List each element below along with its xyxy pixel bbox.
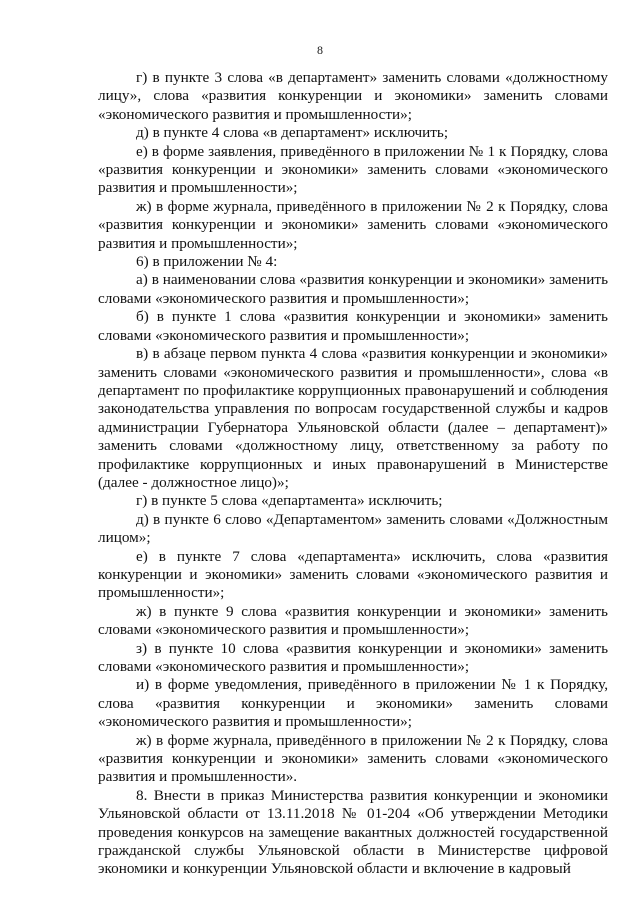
paragraph-appendix-4-heading: 6) в приложении № 4:	[136, 253, 278, 271]
page-number: 8	[317, 43, 323, 57]
paragraph-i-notice-form: и) в форме уведомления, приведённого в приложении № 1 к Порядку, слова «развития конкуренции и экономики» заменить словами «экономического развития и промышленности»;	[98, 676, 608, 731]
paragraph-g-item-5: г) в пункте 5 слова «департамента» исключить;	[136, 492, 443, 510]
paragraph-g-item-3: г) в пункте 3 слова «в департамент» заменить словами «должностному лицу», слова «развития конкуренции и экономики» заменить словами «экономического развития и промышленности»;	[98, 69, 608, 123]
paragraph-d-item-4: д) в пункте 4 слова «в департамент» исключить;	[136, 124, 449, 142]
paragraph-b-item-1: б) в пункте 1 слова «развития конкуренции и экономики» заменить словами «экономического развития и промышленности»;	[98, 308, 608, 344]
paragraph-v-item-4: в) в абзаце первом пункта 4 слова «развития конкуренции и экономики» заменить словами «экономического развития и промышленности», слова «в департамент по профилактике коррупционных правонарушений и соблюдения законодательства управления по вопросам государственной службы и кадров администрации Губернатора Ульяновской области (далее – департамент)» заменить словами «должностному лицу, ответственному за работу по профилактике коррупционных и иных правонарушений в Министерстве (далее - должностное лицо)»;	[98, 345, 608, 491]
paragraph-e-application-form: е) в форме заявления, приведённого в приложении № 1 к Порядку, слова «развития конкуренции и экономики» заменить словами «экономического развития и промышленности»;	[98, 142, 608, 197]
paragraph-zh-item-9: ж) в пункте 9 слова «развития конкуренции и экономики» заменить словами «экономического развития и промышленности»;	[98, 602, 608, 639]
paragraph-a-title: а) в наименовании слова «развития конкуренции и экономики» заменить словами «экономического развития и промышленности»;	[98, 271, 608, 307]
paragraph-zh-journal-form: ж) в форме журнала, приведённого в приложении № 2 к Порядку, слова «развития конкуренции и экономики» заменить словами «экономического развития и промышленности»;	[98, 197, 608, 252]
paragraph-e-item-7: е) в пункте 7 слова «департамента» исключить, слова «развития конкуренции и экономики» заменить словами «экономического развития и промышленности»;	[98, 547, 608, 602]
paragraph-8-amend-order: 8. Внести в приказ Министерства развития конкуренции и экономики Ульяновской области от 13.11.2018 № 01-204 «Об утверждении Методики проведения конкурсов на замещение вакантных должностей государственной гражданской службы Ульяновской области в Министерстве цифровой экономики и конкуренции Ульяновской области и включение в кадровый	[98, 786, 608, 878]
paragraph-z-item-10: з) в пункте 10 слова «развития конкуренции и экономики» заменить словами «экономического развития и промышленности»;	[98, 639, 608, 675]
paragraph-d-item-6: д) в пункте 6 слово «Департаментом» заменить словами «Должностным лицом»;	[98, 510, 608, 547]
paragraph-zh-journal-form-2: ж) в форме журнала, приведённого в приложении № 2 к Порядку, слова «развития конкуренции и экономики» заменить словами «экономического развития и промышленности».	[98, 731, 608, 786]
document-body	[98, 69, 608, 879]
